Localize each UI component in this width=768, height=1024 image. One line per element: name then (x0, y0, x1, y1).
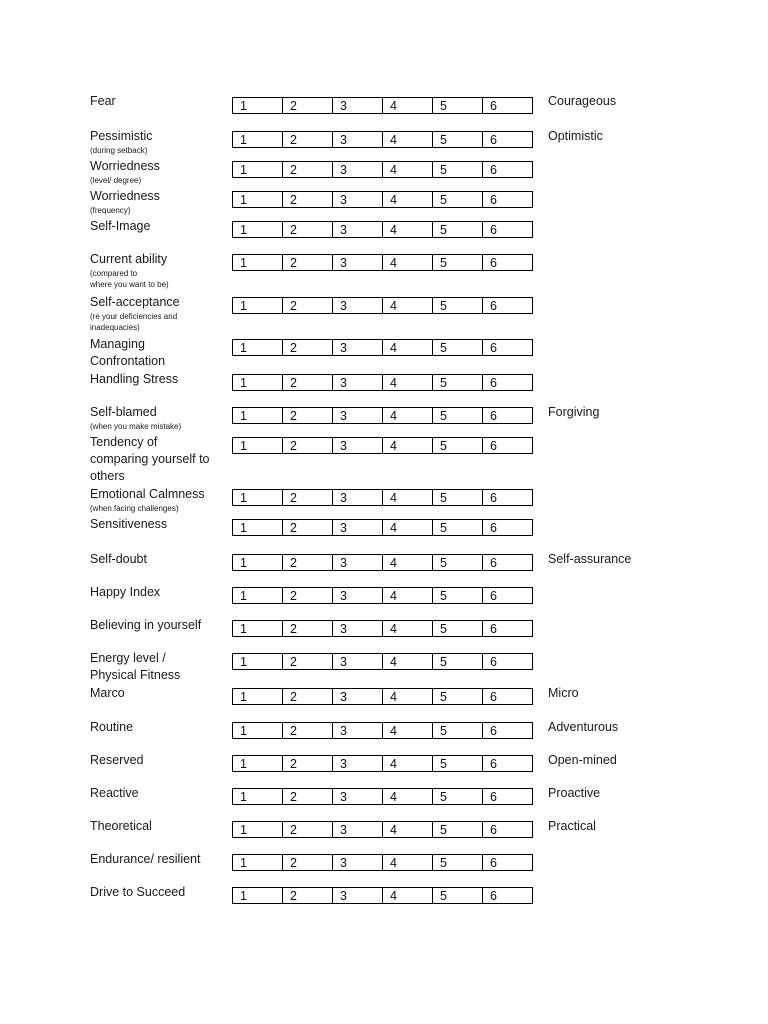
rating-option[interactable]: 1 (232, 554, 283, 571)
rating-option[interactable]: 4 (382, 437, 433, 454)
row-label (90, 884, 230, 901)
rating-option[interactable]: 3 (332, 688, 383, 705)
row-label (90, 617, 230, 634)
rating-option[interactable]: 1 (232, 161, 283, 178)
rating-scale (232, 821, 533, 838)
rating-option[interactable]: 3 (332, 339, 383, 356)
rating-option[interactable]: 6 (482, 688, 533, 705)
row-label (90, 93, 230, 110)
rating-option[interactable]: 5 (432, 788, 483, 805)
rating-option[interactable]: 3 (332, 191, 383, 208)
rating-scale (232, 519, 533, 536)
rating-option[interactable]: 6 (482, 339, 533, 356)
rating-option[interactable]: 5 (432, 374, 483, 391)
row-label-note: where you want to be) (90, 280, 169, 289)
rating-option[interactable]: 1 (232, 620, 283, 637)
rating-option[interactable]: 2 (282, 339, 333, 356)
rating-option[interactable]: 4 (382, 722, 433, 739)
rating-option[interactable]: 1 (232, 688, 283, 705)
rating-option[interactable]: 5 (432, 407, 483, 424)
opposite-label: Proactive (548, 786, 601, 800)
rating-option[interactable]: 4 (382, 161, 433, 178)
row-label-text: Theoretical (90, 819, 152, 833)
row-label-text: Tendency of (90, 435, 158, 449)
row-label-note: inadequacies) (90, 323, 140, 332)
rating-option[interactable]: 6 (482, 407, 533, 424)
rating-scale (232, 437, 533, 454)
rating-option[interactable]: 2 (282, 489, 333, 506)
rating-option[interactable]: 1 (232, 821, 283, 838)
rating-option[interactable]: 4 (382, 821, 433, 838)
rating-option[interactable]: 2 (282, 131, 333, 148)
row-label-text: Managing (90, 337, 145, 351)
rating-option[interactable]: 6 (482, 887, 533, 904)
row-label-text: Fear (90, 94, 116, 108)
row-label-text: Energy level / (90, 651, 166, 665)
rating-option[interactable]: 5 (432, 620, 483, 637)
rating-option[interactable]: 1 (232, 437, 283, 454)
rating-option[interactable]: 4 (382, 653, 433, 670)
row-label-text: Self-Image (90, 219, 151, 233)
rating-option[interactable]: 6 (482, 297, 533, 314)
row-label (90, 188, 230, 216)
rating-option[interactable]: 5 (432, 653, 483, 670)
rating-option[interactable]: 2 (282, 161, 333, 178)
rating-option[interactable]: 5 (432, 339, 483, 356)
rating-option[interactable]: 3 (332, 587, 383, 604)
opposite-label: Self-assurance (548, 552, 632, 566)
rating-option[interactable]: 5 (432, 161, 483, 178)
row-label (90, 434, 230, 485)
rating-option[interactable]: 1 (232, 755, 283, 772)
rating-option[interactable]: 5 (432, 854, 483, 871)
row-label (90, 719, 230, 736)
rating-option[interactable]: 6 (482, 620, 533, 637)
rating-option[interactable]: 3 (332, 554, 383, 571)
rating-option[interactable]: 2 (282, 620, 333, 637)
row-label-text: Worriedness (90, 159, 160, 173)
row-label-text: comparing yourself to (90, 452, 210, 466)
rating-option[interactable]: 5 (432, 297, 483, 314)
rating-option[interactable]: 2 (282, 519, 333, 536)
rating-option[interactable]: 1 (232, 653, 283, 670)
rating-option[interactable]: 1 (232, 339, 283, 356)
row-label (90, 128, 230, 156)
opposite-label: Open-mined (548, 753, 617, 767)
rating-scale (232, 161, 533, 178)
rating-scale (232, 722, 533, 739)
rating-option[interactable]: 5 (432, 254, 483, 271)
rating-option[interactable]: 2 (282, 755, 333, 772)
rating-option[interactable]: 3 (332, 407, 383, 424)
rating-option[interactable]: 2 (282, 97, 333, 114)
rating-option[interactable]: 3 (332, 821, 383, 838)
rating-option[interactable]: 4 (382, 131, 433, 148)
rating-option[interactable]: 4 (382, 854, 433, 871)
rating-scale (232, 788, 533, 805)
opposite-label: Micro (548, 686, 579, 700)
rating-option[interactable]: 1 (232, 221, 283, 238)
rating-option[interactable]: 6 (482, 131, 533, 148)
rating-option[interactable]: 6 (482, 854, 533, 871)
row-label-text: Sensitiveness (90, 517, 168, 531)
rating-option[interactable]: 4 (382, 407, 433, 424)
row-label (90, 486, 230, 514)
rating-option[interactable]: 6 (482, 554, 533, 571)
row-label-text: Emotional Calmness (90, 487, 205, 501)
rating-option[interactable]: 2 (282, 821, 333, 838)
rating-option[interactable]: 6 (482, 755, 533, 772)
row-label (90, 251, 230, 290)
row-label (90, 294, 230, 333)
rating-option[interactable]: 6 (482, 587, 533, 604)
rating-option[interactable]: 1 (232, 489, 283, 506)
rating-option[interactable]: 2 (282, 653, 333, 670)
row-label-text: Drive to Succeed (90, 885, 186, 899)
row-label (90, 650, 230, 684)
rating-scale (232, 339, 533, 356)
rating-option[interactable]: 2 (282, 688, 333, 705)
rating-option[interactable]: 4 (382, 221, 433, 238)
rating-option[interactable]: 3 (332, 653, 383, 670)
rating-option[interactable]: 5 (432, 688, 483, 705)
rating-option[interactable]: 6 (482, 254, 533, 271)
rating-option[interactable]: 5 (432, 191, 483, 208)
rating-option[interactable]: 3 (332, 854, 383, 871)
row-label (90, 818, 230, 835)
row-label-text: Self-doubt (90, 552, 147, 566)
rating-option[interactable]: 6 (482, 221, 533, 238)
row-label-note: (frequency) (90, 206, 131, 215)
rating-option[interactable]: 6 (482, 489, 533, 506)
rating-option[interactable]: 4 (382, 620, 433, 637)
rating-option[interactable]: 2 (282, 374, 333, 391)
rating-option[interactable]: 1 (232, 97, 283, 114)
rating-option[interactable]: 4 (382, 374, 433, 391)
rating-scale (232, 887, 533, 904)
row-label (90, 551, 230, 568)
rating-option[interactable]: 1 (232, 254, 283, 271)
rating-option[interactable]: 5 (432, 587, 483, 604)
rating-option[interactable]: 4 (382, 887, 433, 904)
row-label-note: (re your deficiencies and (90, 312, 178, 321)
rating-option[interactable]: 4 (382, 554, 433, 571)
rating-option[interactable]: 2 (282, 437, 333, 454)
rating-option[interactable]: 4 (382, 788, 433, 805)
opposite-label: Forgiving (548, 405, 600, 419)
rating-option[interactable]: 5 (432, 887, 483, 904)
opposite-label: Adventurous (548, 720, 619, 734)
rating-scale (232, 131, 533, 148)
rating-option[interactable]: 2 (282, 587, 333, 604)
rating-scale (232, 755, 533, 772)
row-label-text: others (90, 469, 125, 483)
rating-option[interactable]: 1 (232, 407, 283, 424)
row-label (90, 404, 230, 432)
rating-option[interactable]: 2 (282, 297, 333, 314)
row-label-note: (compared to (90, 269, 138, 278)
row-label (90, 584, 230, 601)
row-label-text: Handling Stress (90, 372, 179, 386)
rating-option[interactable]: 3 (332, 254, 383, 271)
rating-option[interactable]: 2 (282, 221, 333, 238)
opposite-label: Optimistic (548, 129, 603, 143)
row-label (90, 371, 230, 388)
rating-option[interactable]: 3 (332, 722, 383, 739)
row-label-text: Believing in yourself (90, 618, 202, 632)
row-label-text: Marco (90, 686, 125, 700)
rating-option[interactable]: 5 (432, 755, 483, 772)
rating-option[interactable]: 2 (282, 788, 333, 805)
rating-scale (232, 554, 533, 571)
rating-option[interactable]: 5 (432, 489, 483, 506)
row-label-text: Current ability (90, 252, 168, 266)
rating-option[interactable]: 5 (432, 131, 483, 148)
row-label-text: Happy Index (90, 585, 161, 599)
rating-option[interactable]: 3 (332, 297, 383, 314)
rating-option[interactable]: 2 (282, 854, 333, 871)
row-label (90, 158, 230, 186)
rating-option[interactable]: 2 (282, 407, 333, 424)
rating-scale (232, 221, 533, 238)
rating-option[interactable]: 3 (332, 374, 383, 391)
rating-option[interactable]: 3 (332, 620, 383, 637)
rating-option[interactable]: 4 (382, 519, 433, 536)
rating-option[interactable]: 5 (432, 722, 483, 739)
rating-option[interactable]: 5 (432, 519, 483, 536)
row-label-text: Pessimistic (90, 129, 153, 143)
rating-option[interactable]: 3 (332, 221, 383, 238)
rating-option[interactable]: 1 (232, 887, 283, 904)
rating-option[interactable]: 3 (332, 489, 383, 506)
row-label-text: Worriedness (90, 189, 160, 203)
rating-option[interactable]: 6 (482, 722, 533, 739)
rating-option[interactable]: 4 (382, 254, 433, 271)
rating-option[interactable]: 1 (232, 374, 283, 391)
row-label-note: (when you make mistake) (90, 422, 182, 431)
rating-option[interactable]: 1 (232, 191, 283, 208)
opposite-label: Practical (548, 819, 596, 833)
rating-option[interactable]: 6 (482, 519, 533, 536)
row-label (90, 516, 230, 533)
rating-option[interactable]: 4 (382, 297, 433, 314)
rating-option[interactable]: 4 (382, 587, 433, 604)
rating-option[interactable]: 3 (332, 131, 383, 148)
rating-option[interactable]: 6 (482, 191, 533, 208)
rating-option[interactable]: 2 (282, 722, 333, 739)
rating-scale (232, 374, 533, 391)
rating-option[interactable]: 1 (232, 131, 283, 148)
rating-scale (232, 688, 533, 705)
row-label-text: Self-blamed (90, 405, 157, 419)
rating-option[interactable]: 1 (232, 854, 283, 871)
rating-option[interactable]: 4 (382, 489, 433, 506)
rating-option[interactable]: 1 (232, 788, 283, 805)
row-label-text: Reserved (90, 753, 144, 767)
rating-option[interactable]: 4 (382, 97, 433, 114)
rating-scale (232, 620, 533, 637)
rating-option[interactable]: 2 (282, 887, 333, 904)
rating-option[interactable]: 1 (232, 587, 283, 604)
rating-option[interactable]: 3 (332, 519, 383, 536)
rating-scale (232, 587, 533, 604)
rating-option[interactable]: 3 (332, 97, 383, 114)
row-label-note: (during setback) (90, 146, 148, 155)
rating-option[interactable]: 3 (332, 161, 383, 178)
rating-option[interactable]: 5 (432, 437, 483, 454)
opposite-label: Courageous (548, 94, 617, 108)
rating-option[interactable]: 6 (482, 161, 533, 178)
row-label-text: Reactive (90, 786, 139, 800)
row-label-text: Self-acceptance (90, 295, 180, 309)
rating-option[interactable]: 6 (482, 788, 533, 805)
row-label (90, 752, 230, 769)
rating-option[interactable]: 5 (432, 554, 483, 571)
rating-scale (232, 489, 533, 506)
rating-option[interactable]: 3 (332, 755, 383, 772)
rating-option[interactable]: 5 (432, 97, 483, 114)
rating-option[interactable]: 4 (382, 688, 433, 705)
row-label (90, 336, 230, 370)
row-label-text: Confrontation (90, 354, 166, 368)
rating-option[interactable]: 2 (282, 554, 333, 571)
rating-option[interactable]: 5 (432, 821, 483, 838)
row-label (90, 785, 230, 802)
rating-option[interactable]: 1 (232, 722, 283, 739)
rating-option[interactable]: 5 (432, 221, 483, 238)
rating-option[interactable]: 6 (482, 821, 533, 838)
rating-scale (232, 297, 533, 314)
rating-scale (232, 254, 533, 271)
row-label-text: Routine (90, 720, 134, 734)
rating-option[interactable]: 4 (382, 339, 433, 356)
row-label (90, 851, 230, 868)
rating-option[interactable]: 4 (382, 191, 433, 208)
rating-scale (232, 653, 533, 670)
rating-option[interactable]: 2 (282, 191, 333, 208)
rating-option[interactable]: 3 (332, 437, 383, 454)
row-label-text: Physical Fitness (90, 668, 181, 682)
rating-option[interactable]: 4 (382, 755, 433, 772)
rating-option[interactable]: 6 (482, 653, 533, 670)
rating-option[interactable]: 1 (232, 519, 283, 536)
rating-option[interactable]: 3 (332, 788, 383, 805)
rating-option[interactable]: 1 (232, 297, 283, 314)
rating-scale (232, 854, 533, 871)
rating-scale (232, 97, 533, 114)
row-label-note: (level/ degree) (90, 176, 142, 185)
row-label (90, 685, 230, 702)
rating-scale (232, 407, 533, 424)
row-label-text: Endurance/ resilient (90, 852, 201, 866)
rating-scale (232, 191, 533, 208)
rating-option[interactable]: 2 (282, 254, 333, 271)
rating-option[interactable]: 3 (332, 887, 383, 904)
row-label (90, 218, 230, 235)
rating-option[interactable]: 6 (482, 97, 533, 114)
rating-option[interactable]: 6 (482, 437, 533, 454)
row-label-note: (when facing challenges) (90, 504, 179, 513)
rating-option[interactable]: 6 (482, 374, 533, 391)
